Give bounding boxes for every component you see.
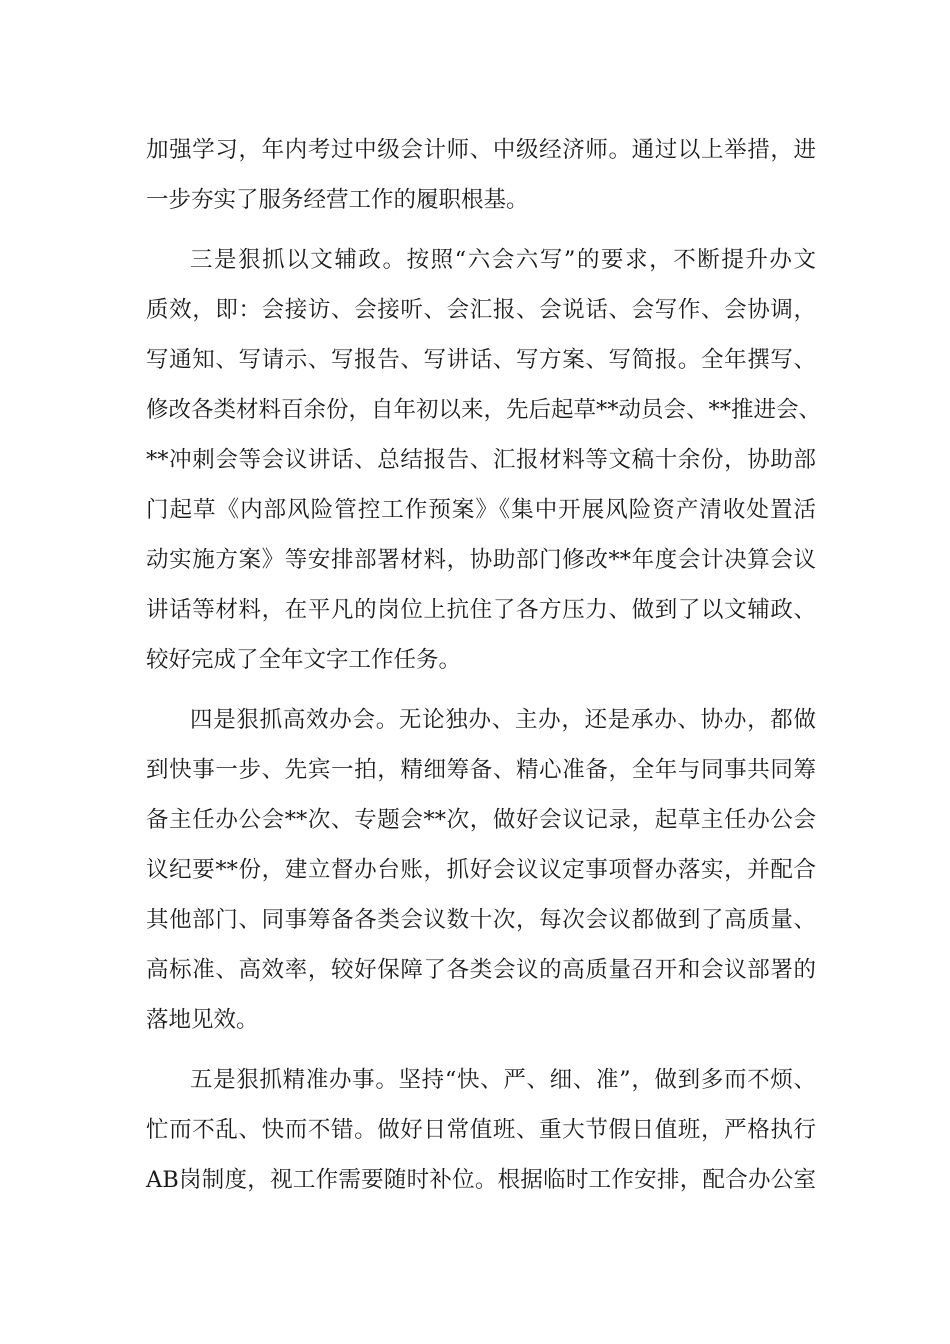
paragraph-line: 备主任办公会**次、专题会**次，做好会议记录，起草主任办公会 bbox=[146, 807, 816, 833]
paragraph-line: **冲刺会等会议讲话、总结报告、汇报材料等文稿十余份，协助部 bbox=[146, 447, 816, 473]
paragraph-line: 一步夯实了服务经营工作的履职根基。 bbox=[146, 187, 529, 213]
paragraph-line: 讲话等材料，在平凡的岗位上抗住了各方压力、做到了以文辅政、 bbox=[146, 597, 816, 623]
paragraph-line: 落地见效。 bbox=[146, 1007, 259, 1033]
paragraph-line: 三是狠抓以文辅政。按照“六会六写”的要求，不断提升办文 bbox=[190, 247, 816, 273]
paragraph-line: 议纪要**份，建立督办台账，抓好会议议定事项督办落实，并配合 bbox=[146, 857, 816, 883]
paragraph-line: 写通知、写请示、写报告、写讲话、写方案、写简报。全年撰写、 bbox=[146, 347, 816, 373]
paragraph-line: 四是狠抓高效办会。无论独办、主办，还是承办、协办，都做 bbox=[190, 707, 816, 733]
paragraph-line: 忙而不乱、快而不错。做好日常值班、重大节假日值班，严格执行 bbox=[146, 1117, 816, 1143]
paragraph-line: 较好完成了全年文字工作任务。 bbox=[146, 647, 462, 673]
paragraph-line: 质效，即：会接访、会接听、会汇报、会说话、会写作、会协调， bbox=[146, 297, 816, 323]
paragraph-line: 五是狠抓精准办事。坚持“快、严、细、准”，做到多而不烦、 bbox=[190, 1067, 816, 1093]
paragraph-line: 到快事一步、先宾一拍，精细筹备、精心准备，全年与同事共同筹 bbox=[146, 757, 816, 783]
paragraph-line: 动实施方案》等安排部署材料，协助部门修改**年度会计决算会议 bbox=[146, 547, 816, 573]
paragraph-line: 修改各类材料百余份，自年初以来，先后起草**动员会、**推进会、 bbox=[146, 397, 822, 423]
paragraph-line: 高标准、高效率，较好保障了各类会议的高质量召开和会议部署的 bbox=[146, 957, 816, 983]
paragraph-line: AB岗制度，视工作需要随时补位。根据临时工作安排，配合办公室 bbox=[146, 1167, 816, 1193]
paragraph-line: 其他部门、同事筹备各类会议数十次，每次会议都做到了高质量、 bbox=[146, 907, 816, 933]
paragraph-line: 门起草《内部风险管控工作预案》《集中开展风险资产清收处置活 bbox=[146, 497, 816, 523]
paragraph-line: 加强学习，年内考过中级会计师、中级经济师。通过以上举措，进 bbox=[146, 137, 816, 163]
